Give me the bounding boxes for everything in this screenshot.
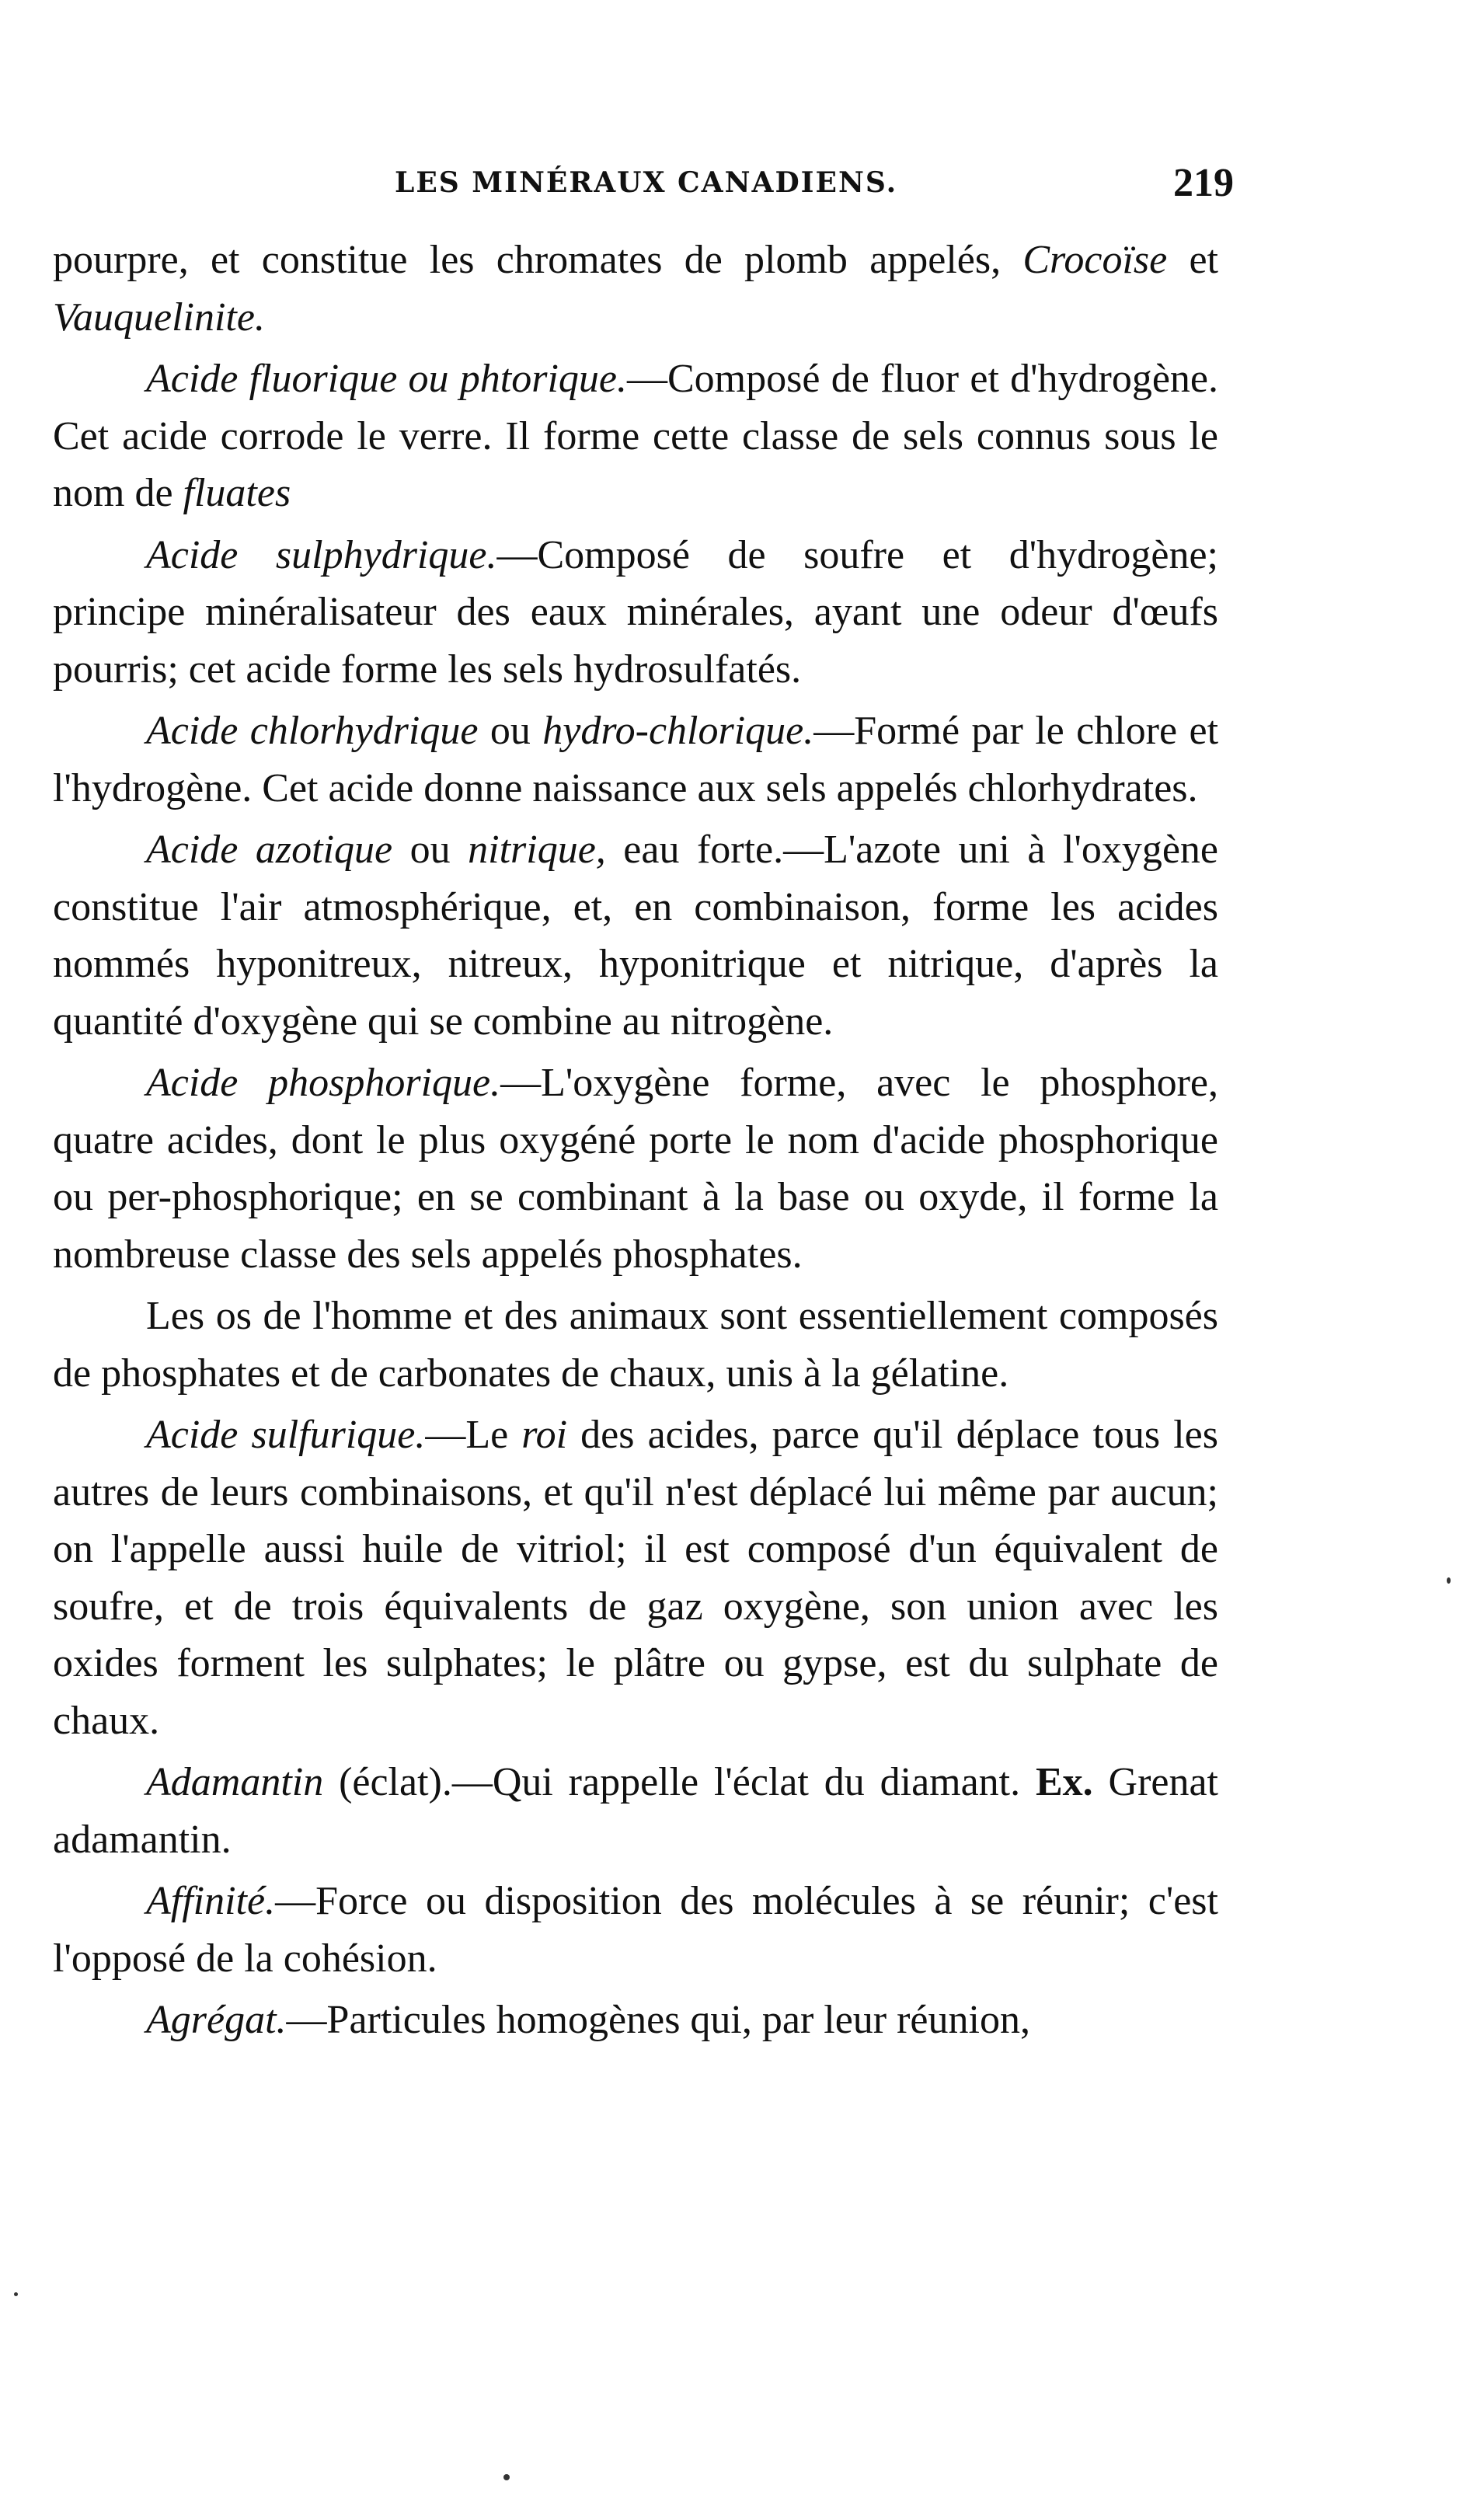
page-number: 219 [1173,161,1234,205]
mineral-name: Vauquelinite. [53,295,265,340]
paragraph-2 [53,350,1218,522]
mineral-name: Crocoïse [1022,238,1168,282]
paragraph-7 [53,1288,1218,1402]
entry-term: Acide sulfurique. [146,1413,426,1457]
entry-term: Acide phosphorique. [146,1061,501,1105]
paragraph-text: ou [478,709,543,753]
print-speck [1447,1577,1451,1584]
paragraph-body: —Composé de fluor et d'hydrogène. Cet acide corrode le verre. Il forme cette classe de sels connus sous le nom de [53,357,1218,515]
paragraph-body: —Force ou disposition des molécules à se réunir; c'est l'opposé de la cohésion. [53,1879,1218,1981]
paragraph-8 [53,1406,1218,1749]
running-title: LES MINÉRAUX CANADIENS. [395,166,898,199]
paragraph-body: des acides, parce qu'il déplace tous les autres de leurs combinaisons, et qu'il n'est déplacé lui même par aucun; on l'appelle aussi huile de vitriol; il est composé d'un équivalent de soufre, et de trois équivalents de gaz oxygène, son union avec les oxides forment les sulphates; le plâtre ou gypse, est du sulphate de chaux. [53,1413,1218,1743]
entry-term: Acide azotique [146,828,393,872]
paragraph-body: —Composé de soufre et d'hydrogène; principe minéralisateur des eaux minérales, ayant une odeur d'œufs pourris; cet acide forme les sels hydrosulfatés. [53,532,1219,692]
entry-term-secondary: nitrique, [468,828,606,872]
entry-term: Acide sulphydrique. [146,532,497,577]
paragraph-body: pourpre, et constitue les chromates de plomb appelés, [53,238,1023,282]
paragraph-body: Les os de l'homme et des animaux sont essentiellement composés de phosphates et de carbonates de chaux, unis à la gélatine. [53,1294,1218,1396]
paragraph-10 [53,1873,1218,1987]
entry-term: Agrégat. [146,1998,287,2042]
paragraph-9 [53,1754,1218,1868]
entry-term-secondary: fluates [183,471,291,515]
running-head [53,152,1234,214]
print-speck [14,2292,18,2296]
example-label: Ex. [1035,1760,1093,1804]
paragraph-text: et [1167,238,1219,282]
paragraph-11 [53,1992,1218,2049]
example-text: Grenat adamantin. [53,1760,1218,1862]
paragraph-body: —L'oxygène forme, avec le phosphore, quatre acides, dont le plus oxygéné porte le nom d'acide phosphorique ou per-phosphorique; en se combinant à la base ou oxyde, il forme la nombreuse classe des sels appelés phosphates. [53,1061,1218,1277]
print-speck [503,2474,510,2480]
paragraph-text: ou [392,828,469,872]
entry-term: Adamantin [146,1760,324,1804]
paragraph-body: —Formé par le chlore et l'hydrogène. Cet acide donne naissance aux sels appelés chlorhydrates. [53,709,1219,810]
emphasis: roi [521,1413,568,1457]
entry-term-secondary: hydro-chlorique. [542,709,814,753]
paragraph-text: —Le [425,1413,522,1457]
entry-term: Affinité. [146,1879,276,1923]
paragraph-5 [53,821,1218,1050]
entry-term: Acide fluorique ou phtorique. [146,357,627,401]
paragraph-4 [53,702,1218,817]
paragraph-body: eau forte.—L'azote uni à l'oxygène constitue l'air atmosphérique, et, en combinaison, forme les acides nommés hyponitreux, nitreux, hyponitrique et nitrique, d'après la quantité d'oxygène qui se combine au nitrogène. [53,828,1218,1044]
paragraph-body: (éclat).—Qui rappelle l'éclat du diamant. [323,1760,1036,1804]
paragraph-body: —Particules homogènes qui, par leur réunion, [286,1998,1030,2042]
body-text [53,232,1218,2049]
paragraph-3 [53,527,1218,699]
entry-term: Acide chlorhydrique [146,709,479,753]
book-page [53,152,1234,2054]
paragraph-1 [53,232,1218,346]
paragraph-6 [53,1054,1218,1283]
